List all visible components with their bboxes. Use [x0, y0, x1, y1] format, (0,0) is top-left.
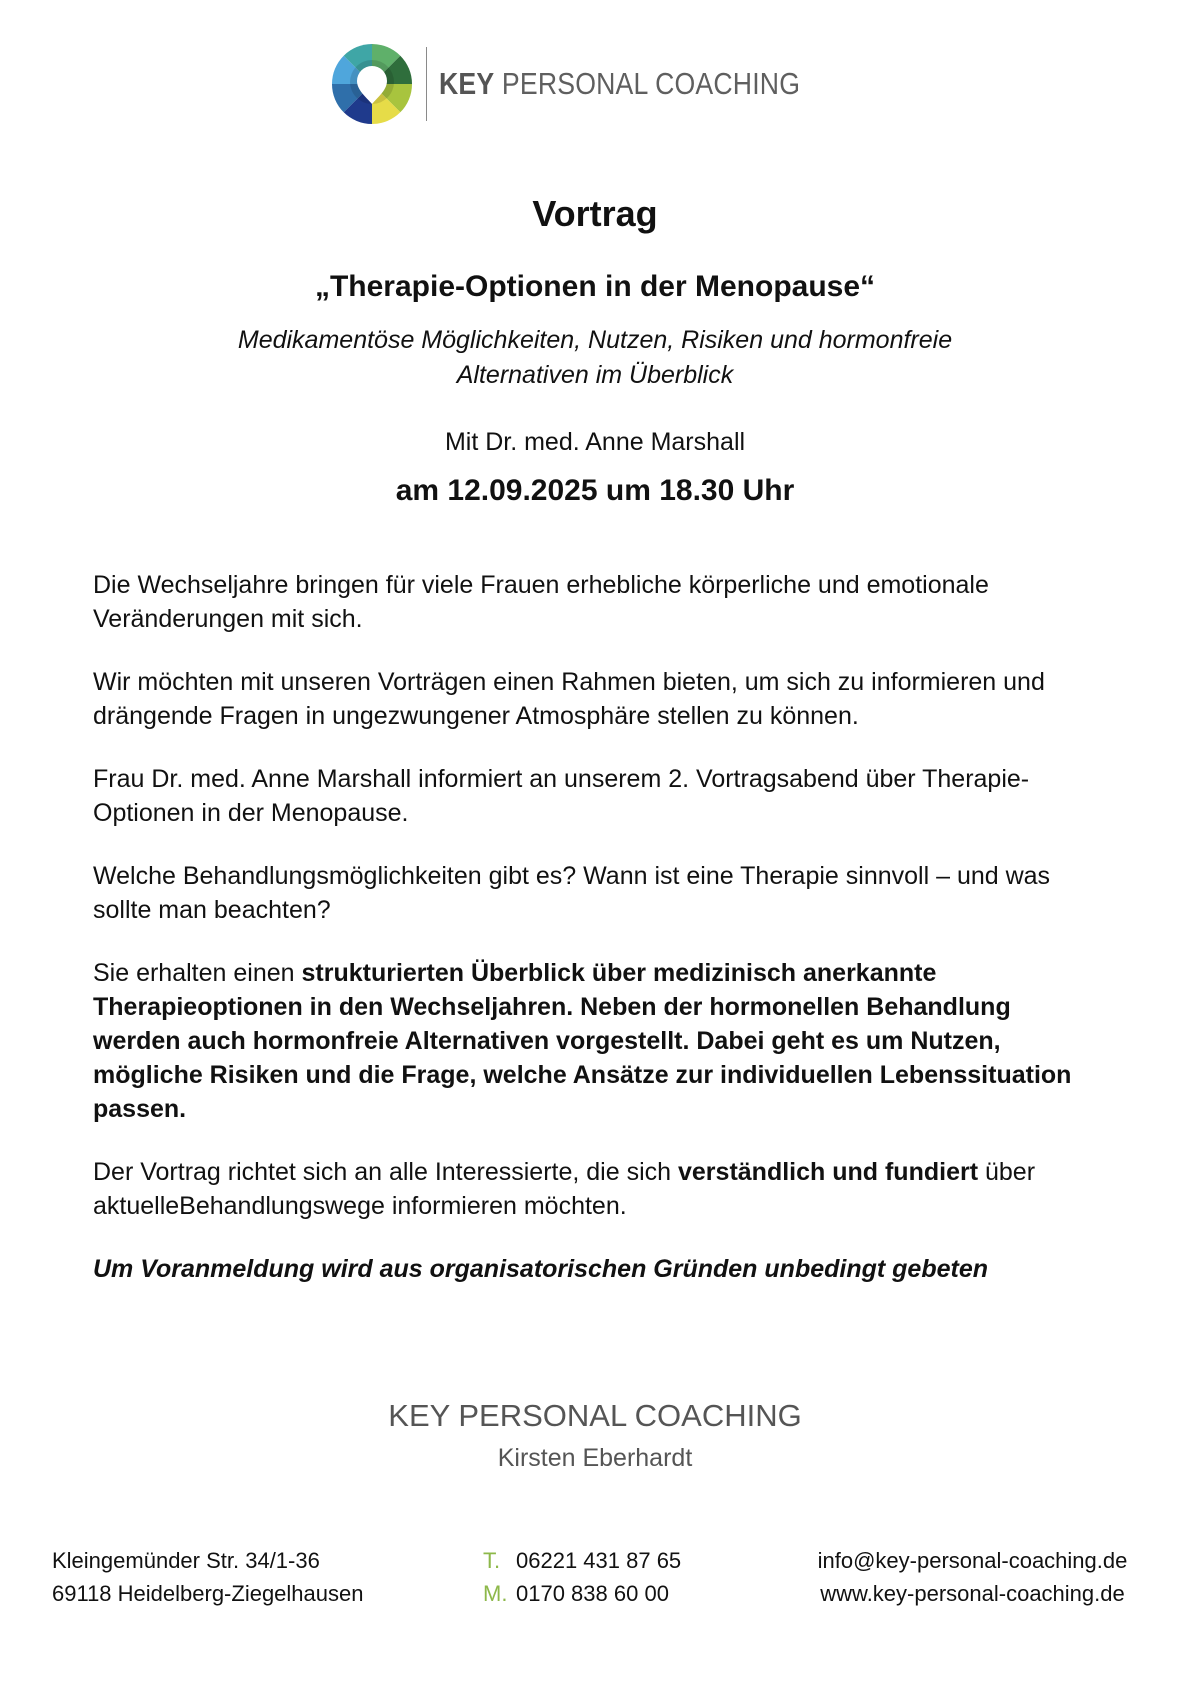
- audience-bold: verständlich und fundiert: [678, 1158, 979, 1186]
- contact-phones: [483, 1544, 681, 1610]
- signature-name: Kirsten Eberhardt: [497, 1444, 693, 1472]
- audience-plain-b: über aktuelleBehandlungswege informieren möchten.: [93, 1158, 1036, 1220]
- mobile-line: [483, 1577, 681, 1610]
- overview-plain: Sie erhalten einen: [93, 959, 302, 987]
- audience-plain-a: Der Vortrag richtet sich an alle Interessierte, die sich: [93, 1158, 678, 1186]
- registration-notice: Um Voranmeldung wird aus organisatorischen Gründen unbedingt gebeten: [93, 1255, 988, 1283]
- address-street: Kleingemünder Str. 34/1-36: [52, 1548, 320, 1573]
- talk-tagline: [0, 323, 1190, 393]
- paragraph-questions: Welche Behandlungsmöglichkeiten gibt es? Wann ist eine Therapie sinnvoll – und was sollte man beachten?: [93, 862, 1051, 924]
- contact-online: [800, 1544, 1145, 1610]
- brand-logo: [0, 44, 1190, 124]
- phone-number[interactable]: 06221 431 87 65: [516, 1548, 682, 1573]
- speaker: Mit Dr. med. Anne Marshall: [444, 428, 746, 456]
- logo-divider: [426, 47, 427, 121]
- brand-key: KEY: [438, 66, 494, 101]
- tagline-line-2: Alternativen im Überblick: [456, 361, 734, 389]
- paragraph-audience: [93, 1155, 1103, 1223]
- phone-line: [483, 1544, 681, 1577]
- event-date: am 12.09.2025 um 18.30 Uhr: [395, 474, 795, 507]
- paragraph-overview: [93, 956, 1103, 1126]
- tagline-line-1: Medikamentöse Möglichkeiten, Nutzen, Risiken und hormonfreie: [237, 326, 953, 354]
- overview-bold: strukturierten Überblick über medizinisch anerkannte Therapieoptionen in den Wechseljahren. Neben der hormonellen Behandlung werden auch hormonfreie Alternativen vorgestellt. Dabei geht es um Nutzen, mögliche Risiken und die Frage, welche Ansätze zur individuellen Lebenssituation passen.: [93, 959, 1072, 1123]
- paragraph-intro: Die Wechseljahre bringen für viele Frauen erhebliche körperliche und emotionale Veränderungen mit sich.: [93, 571, 989, 633]
- signature-company: KEY PERSONAL COACHING: [388, 1398, 802, 1433]
- page-title: Vortrag: [532, 193, 658, 234]
- address-city: 69118 Heidelberg-Ziegelhausen: [52, 1581, 364, 1606]
- talk-title: „Therapie-Optionen in der Menopause“: [314, 270, 876, 303]
- mobile-label: M.: [483, 1581, 508, 1606]
- mobile-number[interactable]: 0170 838 60 00: [516, 1581, 669, 1606]
- paragraph-speaker: Frau Dr. med. Anne Marshall informiert an unserem 2. Vortragsabend über Therapie-Optionen in der Menopause.: [93, 765, 1030, 827]
- phone-label: T.: [483, 1548, 501, 1573]
- website-link[interactable]: www.key-personal-coaching.de: [820, 1581, 1125, 1606]
- contact-address: [52, 1544, 363, 1610]
- brand-rest: PERSONAL COACHING: [493, 66, 800, 101]
- body-text: [93, 568, 1103, 1315]
- brand-name: [439, 66, 800, 102]
- email-link[interactable]: info@key-personal-coaching.de: [817, 1548, 1128, 1573]
- color-wheel-pin-logo-icon: [332, 44, 412, 124]
- paragraph-purpose: Wir möchten mit unseren Vorträgen einen Rahmen bieten, um sich zu informieren und drängende Fragen in ungezwungener Atmosphäre stellen zu können.: [93, 668, 1045, 730]
